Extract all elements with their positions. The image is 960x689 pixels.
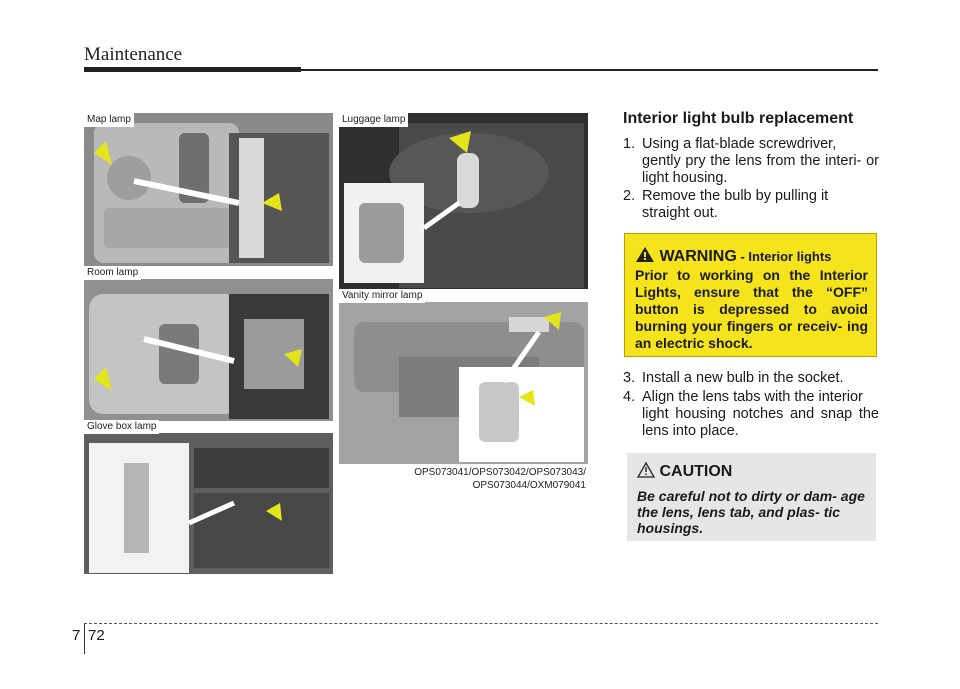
glove-box-lamp-photo [84, 433, 333, 574]
page-header-title: Maintenance [84, 44, 183, 65]
step-1 [623, 136, 879, 187]
step-number: 1. [623, 136, 636, 152]
warning-title: WARNING [659, 248, 737, 265]
step-text-rest: light housing notches and snap the lens into place. [642, 406, 879, 439]
step-text-first: Using a flat-blade screwdriver, [642, 136, 837, 152]
page-number: 72 [88, 627, 105, 644]
room-lamp-label: Room lamp [84, 266, 141, 280]
luggage-lamp-illustration [339, 113, 588, 289]
figure-caption [380, 466, 586, 492]
room-lamp-photo [84, 279, 333, 421]
step-text-first: Remove the bulb by pulling it [642, 188, 829, 204]
step-text-first: Install a new bulb in the socket. [642, 370, 844, 386]
room-lamp-illustration [84, 279, 333, 421]
caution-body: Be careful not to dirty or dam- age the lens, lens tab, and plas- tic housings. [637, 488, 865, 536]
vanity-mirror-lamp-photo [339, 302, 588, 464]
figure-caption-line2: OPS073044/OXM079041 [472, 480, 586, 491]
warning-subtitle: - Interior lights [736, 249, 832, 264]
step-number: 2. [623, 188, 636, 204]
luggage-lamp-label: Luggage lamp [339, 113, 408, 127]
step-number: 3. [623, 370, 636, 386]
caution-heading [637, 462, 732, 481]
glove-box-lamp-label: Glove box lamp [84, 420, 159, 434]
step-text-first: Align the lens tabs with the interior [642, 389, 863, 405]
caution-title: CAUTION [659, 463, 733, 480]
vanity-mirror-lamp-illustration [339, 302, 588, 464]
step-text-rest: gently pry the lens from the interi- or light housing. [642, 153, 879, 186]
step-4 [623, 389, 879, 440]
map-lamp-photo [84, 113, 333, 266]
step-text-rest: straight out. [642, 205, 718, 221]
chapter-number: 7 [72, 627, 81, 644]
section-title: Interior light bulb replacement [623, 110, 854, 127]
caution-triangle-icon [637, 462, 655, 478]
page-number-divider [84, 624, 85, 654]
figure-caption-line1: OPS073041/OPS073042/OPS073043/ [414, 467, 586, 478]
warning-body: Prior to working on the Interior Lights, ensure that the “OFF” button is depressed to avoid burning your fingers or receiv- ing an electric shock. [635, 267, 868, 351]
map-lamp-label: Map lamp [84, 113, 134, 127]
vanity-mirror-lamp-label: Vanity mirror lamp [339, 289, 425, 303]
step-2 [623, 188, 879, 222]
caution-box [627, 453, 876, 541]
step-3 [623, 370, 879, 387]
step-number: 4. [623, 389, 636, 405]
header-rule-thick [84, 67, 301, 72]
luggage-lamp-photo [339, 113, 588, 289]
warning-box [624, 233, 877, 357]
map-lamp-illustration [84, 113, 333, 266]
header-rule-thin [301, 69, 878, 71]
warning-triangle-icon [635, 246, 655, 263]
footer-dashed-rule [84, 623, 878, 624]
warning-heading [635, 246, 831, 266]
glove-box-lamp-illustration [84, 433, 333, 574]
